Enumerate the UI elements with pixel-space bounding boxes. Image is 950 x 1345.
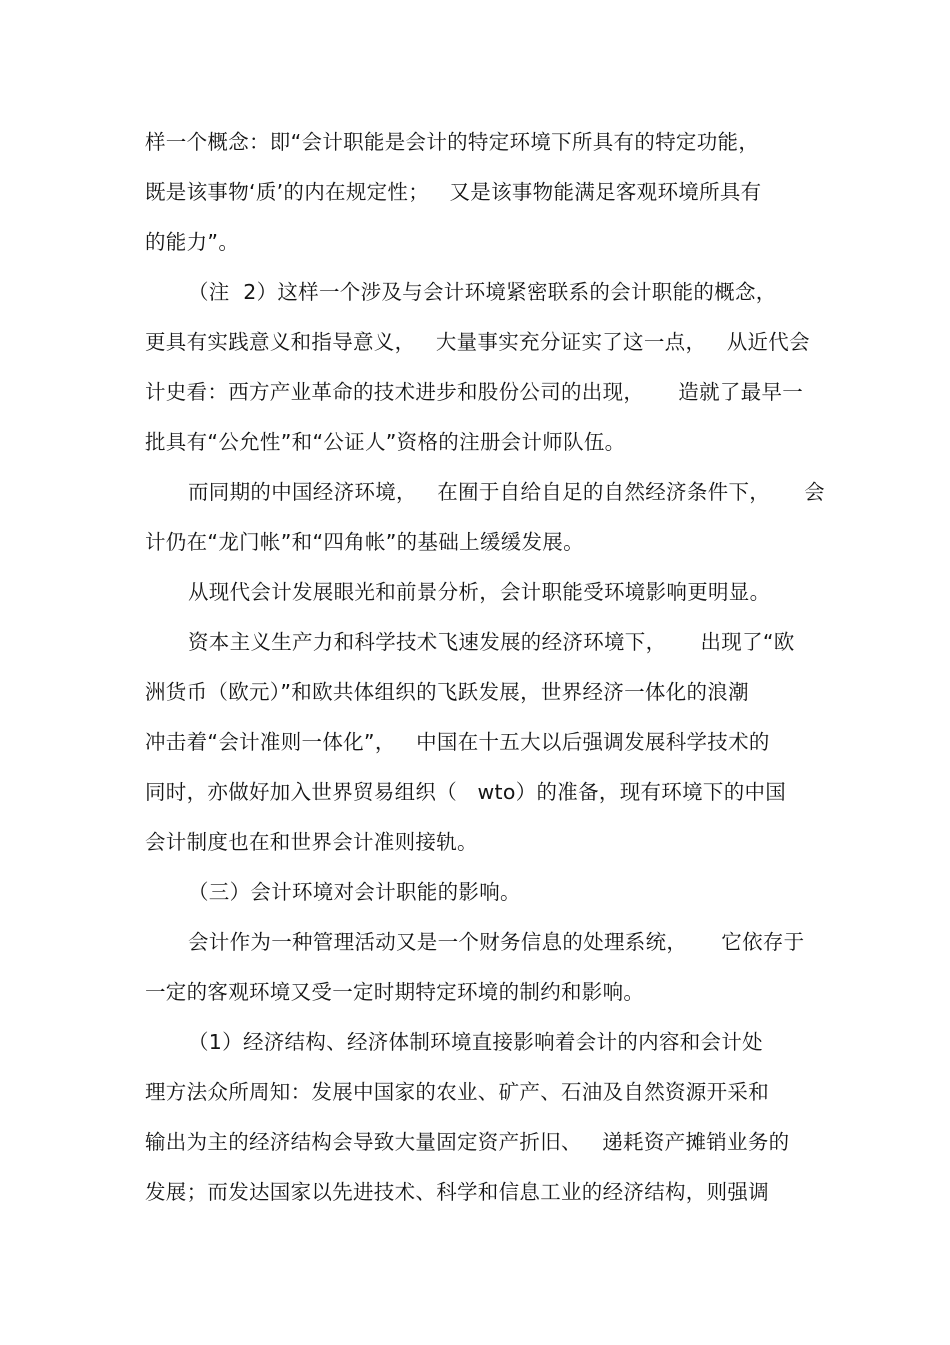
text-line: 理方法众所周知：发展中国家的农业、矿产、石油及自然资源开采和 [145,1080,769,1104]
text-line: 计史看：西方产业革命的技术进步和股份公司的出现， 造就了最早一 [145,380,804,404]
text-line: 从现代会计发展眼光和前景分析，会计职能受环境影响更明显。 [188,580,771,604]
text-line: （1）经济结构、经济体制环境直接影响着会计的内容和会计处 [188,1030,763,1054]
text-line: 会计制度也在和世界会计准则接轨。 [145,830,478,854]
text-line: 的能力”。 [145,230,240,254]
text-line: 样一个概念：即“会计职能是会计的特定环境下所具有的特定功能， [145,130,760,154]
text-line: 计仍在“龙门帐”和“四角帐”的基础上缓缓发展。 [145,530,584,554]
text-line: 既是该事物‘质’的内在规定性； 又是该事物能满足客观环境所具有 [145,180,762,204]
text-line: 冲击着“会计准则一体化”， 中国在十五大以后强调发展科学技术的 [145,730,770,754]
section-heading: （三）会计环境对会计职能的影响。 [188,880,521,904]
text-line: 输出为主的经济结构会导致大量固定资产折旧、 递耗资产摊销业务的 [145,1130,790,1154]
text-line: 而同期的中国经济环境， 在囿于自给自足的自然经济条件下， 会 [188,480,825,504]
text-line: 发展；而发达国家以先进技术、科学和信息工业的经济结构，则强调 [145,1180,769,1204]
text-line: 一定的客观环境又受一定时期特定环境的制约和影响。 [145,980,645,1004]
text-line: 会计作为一种管理活动又是一个财务信息的处理系统， 它依存于 [188,930,805,954]
text-line: 同时，亦做好加入世界贸易组织（ wto）的准备，现有环境下的中国 [145,780,787,804]
text-line: 洲货币（欧元）”和欧共体组织的飞跃发展，世界经济一体化的浪潮 [145,680,749,704]
text-line: （注 2）这样一个涉及与会计环境紧密联系的会计职能的概念， [188,280,777,304]
text-line: 资本主义生产力和科学技术飞速发展的经济环境下， 出现了“欧 [188,630,795,654]
text-line: 更具有实践意义和指导意义， 大量事实充分证实了这一点， 从近代会 [145,330,810,354]
text-line: 批具有“公允性”和“公证人”资格的注册会计师队伍。 [145,430,626,454]
